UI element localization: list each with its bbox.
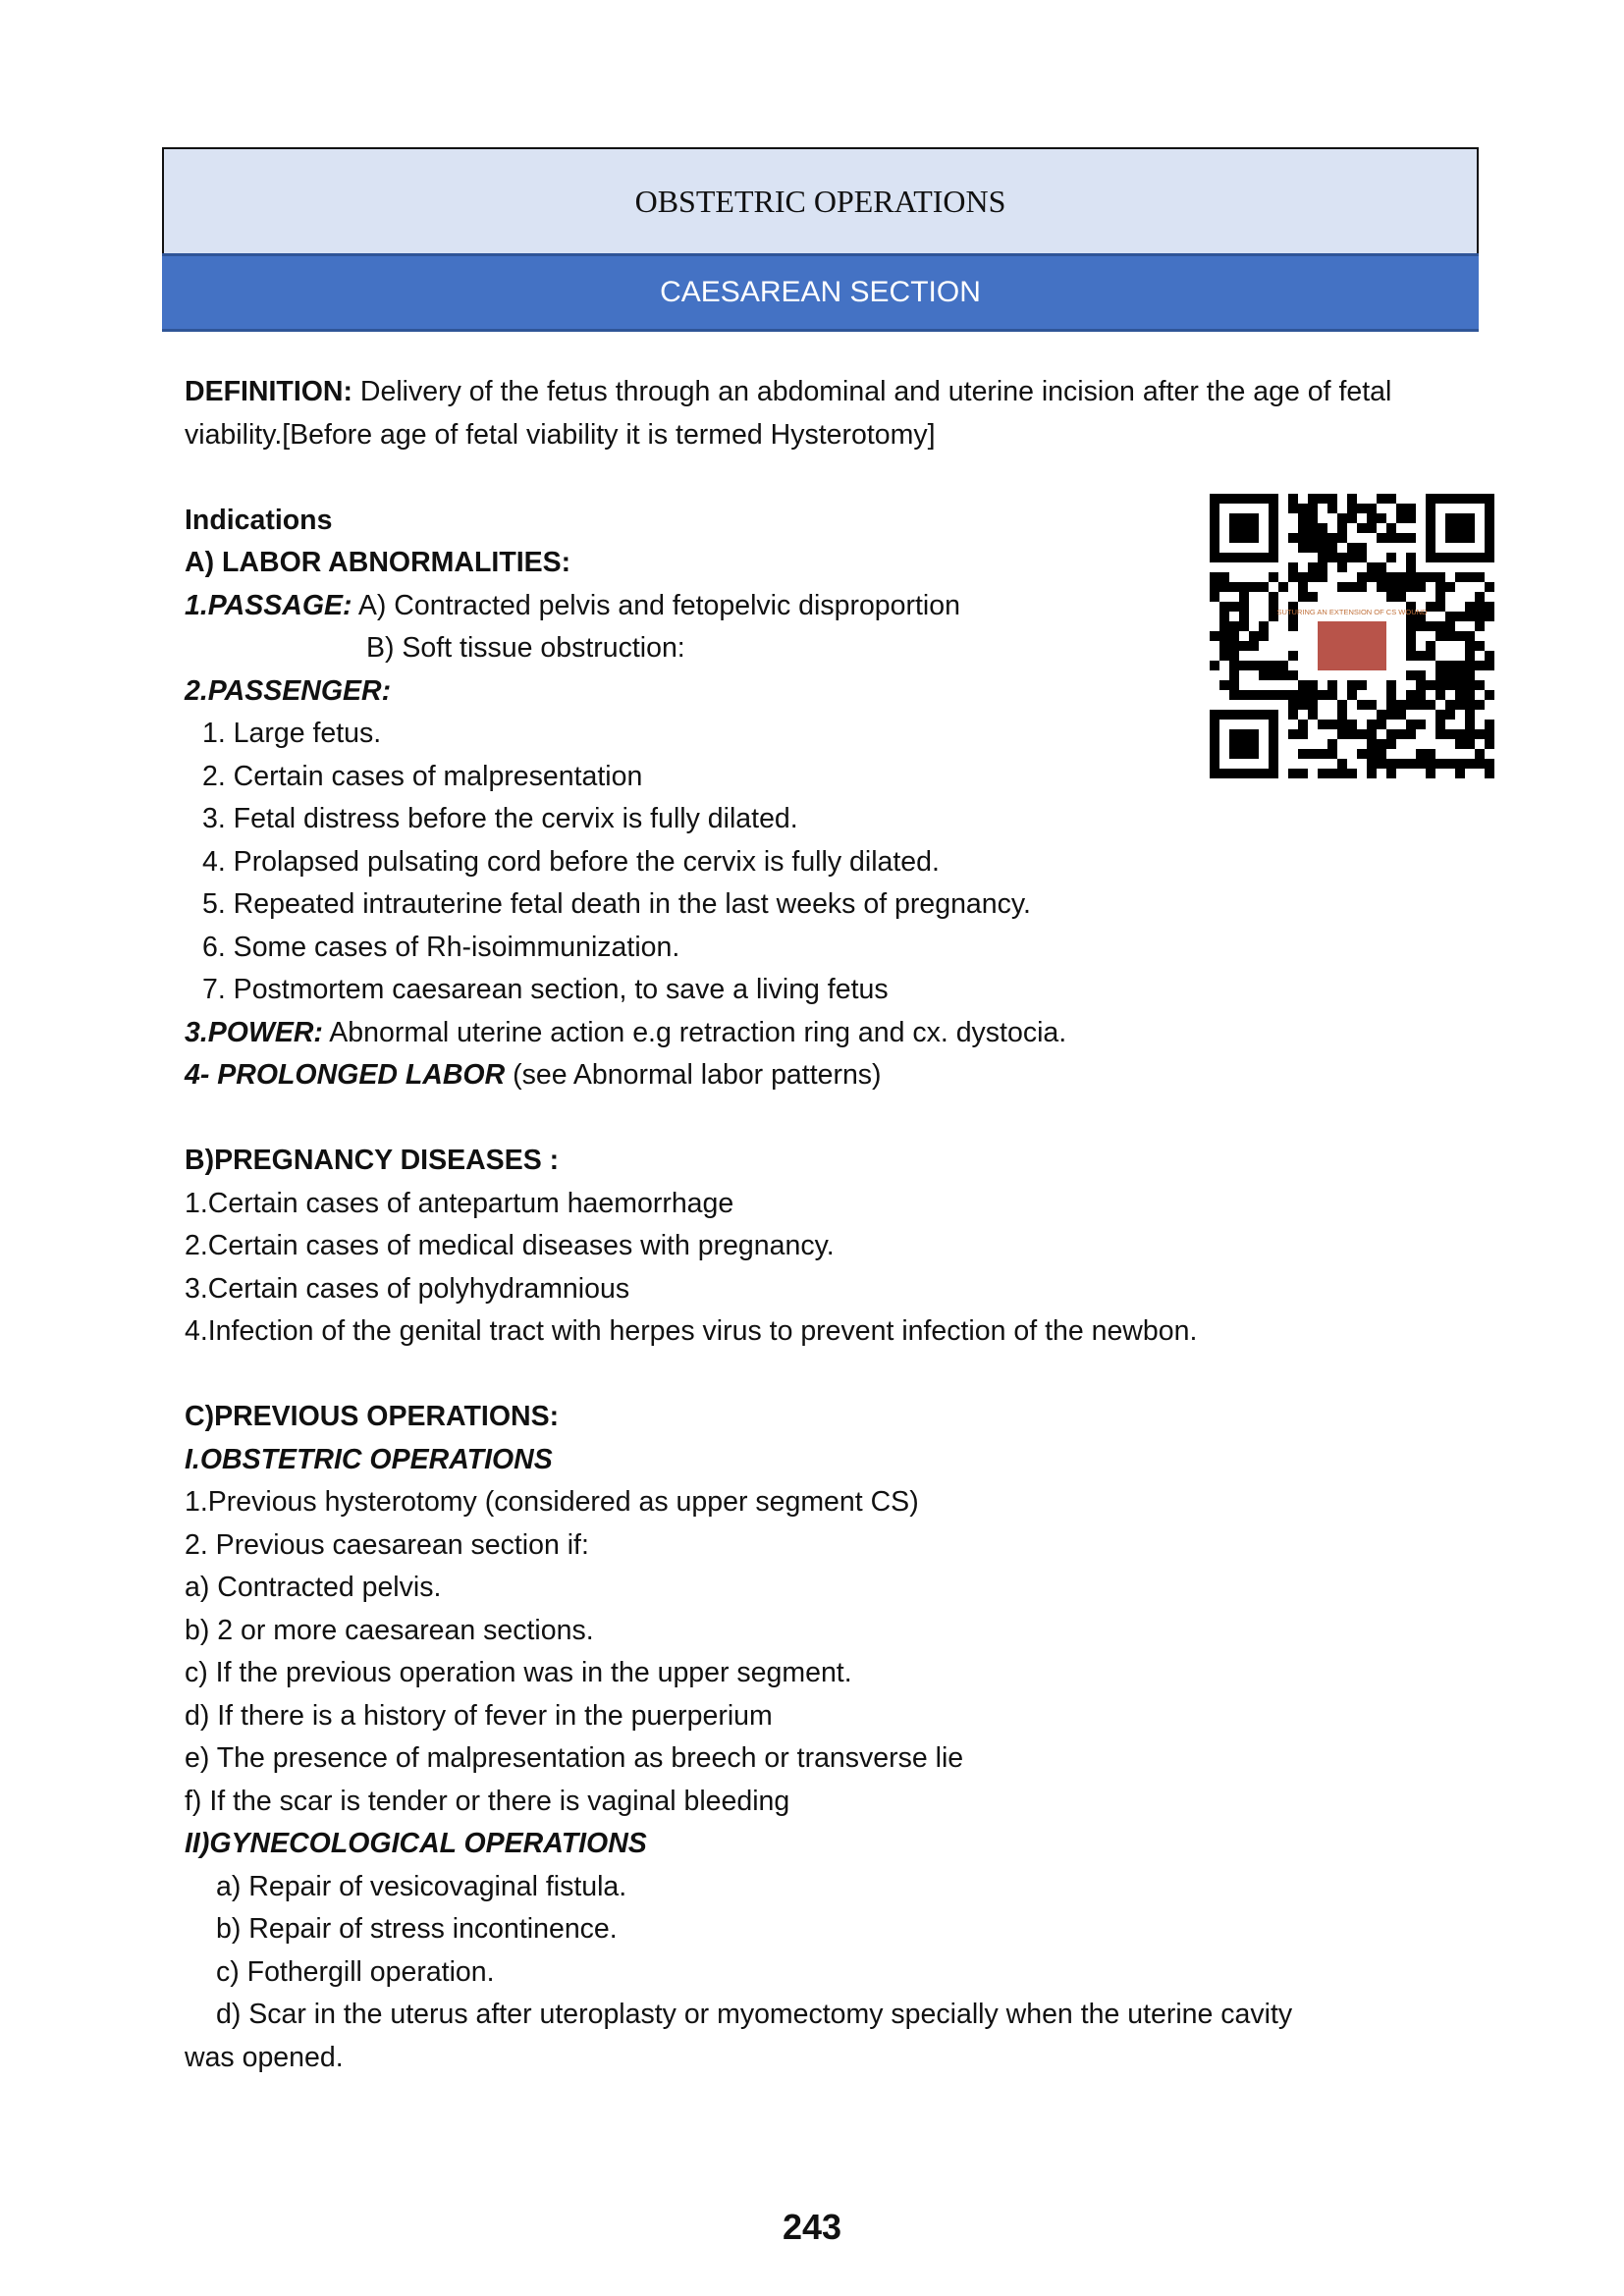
page-body xyxy=(185,371,1490,2079)
passenger-heading: 2.PASSENGER: xyxy=(185,674,392,707)
list-item: 6. Some cases of Rh-isoimmunization. xyxy=(202,931,680,963)
passage-item: 1.PASSAGE: A) Contracted pelvis and fetopelvic disproportion xyxy=(185,589,960,621)
list-item: 1. Large fetus. xyxy=(202,718,382,749)
list-item: 4. Prolapsed pulsating cord before the cervix is fully dilated. xyxy=(202,845,940,878)
list-item: 4.Infection of the genital tract with herpes virus to prevent infection of the newbon. xyxy=(185,1315,1198,1347)
power-item: 3.POWER: Abnormal uterine action e.g retraction ring and cx. dystocia. xyxy=(185,1016,1067,1048)
list-item: 2.Certain cases of medical diseases with pregnancy. xyxy=(185,1230,835,1261)
list-item: 7. Postmortem caesarean section, to save a living fetus xyxy=(202,974,889,1005)
list-item: b) Repair of stress incontinence. xyxy=(216,1913,618,1945)
pregnancy-diseases-heading: B)PREGNANCY DISEASES : xyxy=(185,1145,560,1176)
definition: DEFINITION: Delivery of the fetus through an abdominal and uterine incision after the age of fetal viability.[Before age of fetal viability it is termed Hysterotomy] xyxy=(185,376,1392,451)
list-item: 1.Previous hysterotomy (considered as upper segment CS) xyxy=(185,1486,919,1518)
list-item: f) If the scar is tender or there is vaginal bleeding xyxy=(185,1785,790,1817)
chapter-title: OBSTETRIC OPERATIONS xyxy=(162,147,1479,253)
list-item-continuation: was opened. xyxy=(185,2041,344,2073)
list-item: b) 2 or more caesarean sections. xyxy=(185,1614,594,1646)
list-item: 3.Certain cases of polyhydramnious xyxy=(185,1272,630,1305)
passage-item-b: B) Soft tissue obstruction: xyxy=(366,632,685,664)
gynecological-operations-heading: II)GYNECOLOGICAL OPERATIONS xyxy=(185,1828,647,1859)
list-item: 2. Previous caesarean section if: xyxy=(185,1528,589,1561)
list-item: 2. Certain cases of malpresentation xyxy=(202,760,643,792)
list-item: c) If the previous operation was in the upper segment. xyxy=(185,1657,852,1688)
list-item: a) Contracted pelvis. xyxy=(185,1572,442,1603)
list-item: d) If there is a history of fever in the puerperium xyxy=(185,1699,773,1732)
list-item: c) Fothergill operation. xyxy=(216,1955,495,1988)
list-item: a) Repair of vesicovaginal fistula. xyxy=(216,1870,627,1902)
list-item: e) The presence of malpresentation as breech or transverse lie xyxy=(185,1742,964,1774)
labor-abnormalities-heading: A) LABOR ABNORMALITIES: xyxy=(185,547,571,578)
page-number: 243 xyxy=(782,2207,842,2247)
list-item: d) Scar in the uterus after uteroplasty or myomectomy specially when the uterine cavity xyxy=(216,1999,1293,2030)
list-item: 5. Repeated intrauterine fetal death in the last weeks of pregnancy. xyxy=(202,888,1031,920)
section-title: CAESAREAN SECTION xyxy=(162,253,1479,332)
previous-operations-heading: C)PREVIOUS OPERATIONS: xyxy=(185,1401,560,1432)
chapter-header xyxy=(162,147,1479,332)
list-item: 1.Certain cases of antepartum haemorrhage xyxy=(185,1187,734,1219)
obstetric-operations-heading: I.OBSTETRIC OPERATIONS xyxy=(185,1443,553,1475)
prolonged-labor-item: 4- PROLONGED LABOR (see Abnormal labor patterns) xyxy=(185,1059,882,1091)
list-item: 3. Fetal distress before the cervix is fully dilated. xyxy=(202,803,798,834)
indications-heading: Indications xyxy=(185,504,333,536)
